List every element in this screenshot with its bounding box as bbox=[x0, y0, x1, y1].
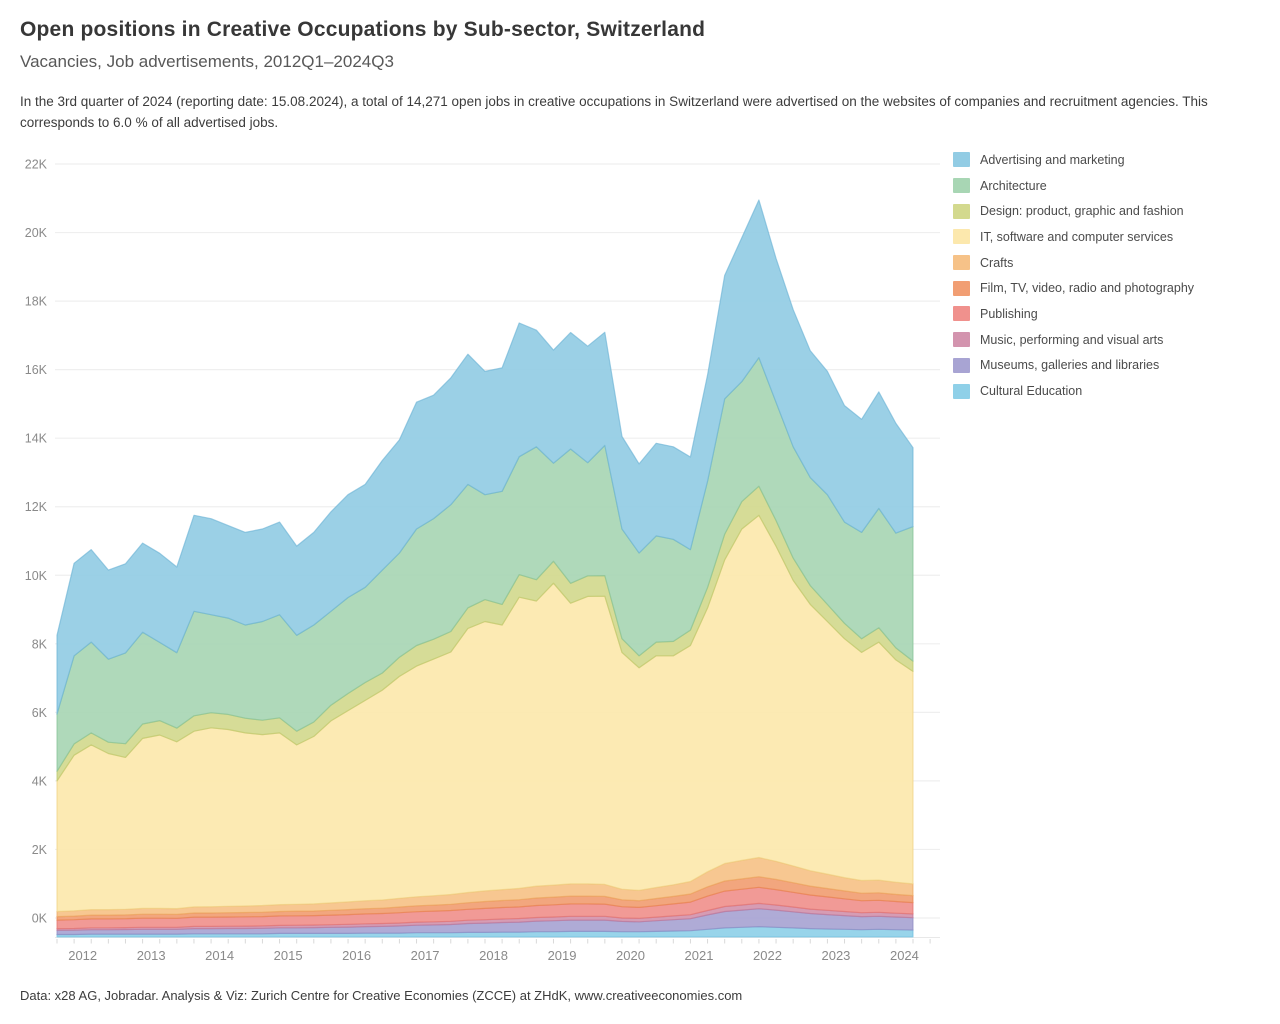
legend-label: Architecture bbox=[980, 178, 1047, 193]
y-axis-label: 12K bbox=[24, 500, 47, 515]
y-axis-label: 10K bbox=[24, 568, 47, 583]
x-axis-label: 2022 bbox=[753, 948, 782, 963]
legend-item-music-performing-and-visual-arts[interactable] bbox=[953, 327, 1273, 353]
legend-swatch-icon bbox=[953, 152, 970, 167]
legend-label: Design: product, graphic and fashion bbox=[980, 204, 1184, 219]
y-axis-label: 0K bbox=[31, 911, 47, 926]
y-axis-label: 16K bbox=[24, 363, 47, 378]
x-axis-label: 2012 bbox=[68, 948, 98, 963]
legend-swatch-icon bbox=[953, 358, 970, 373]
legend bbox=[953, 147, 1273, 404]
legend-swatch-icon bbox=[953, 255, 970, 270]
x-axis-label: 2014 bbox=[205, 948, 235, 963]
legend-swatch-icon bbox=[953, 178, 970, 193]
legend-swatch-icon bbox=[953, 384, 970, 399]
x-axis-label: 2018 bbox=[479, 948, 509, 963]
source-note: Data: x28 AG, Jobradar. Analysis & Viz: Zurich Centre for Creative Economies (ZCCE) at ZHdK, www.creativeeconomies.com bbox=[20, 988, 743, 1003]
legend-swatch-icon bbox=[953, 332, 970, 347]
x-axis-label: 2019 bbox=[547, 948, 577, 963]
legend-swatch-icon bbox=[953, 204, 970, 219]
legend-item-crafts[interactable] bbox=[953, 250, 1273, 276]
y-axis-label: 2K bbox=[31, 842, 47, 857]
legend-label: IT, software and computer services bbox=[980, 229, 1174, 244]
legend-label: Publishing bbox=[980, 306, 1038, 321]
y-axis-label: 20K bbox=[24, 226, 47, 241]
legend-item-museums-galleries-and-libraries[interactable] bbox=[953, 353, 1273, 379]
chart-description: In the 3rd quarter of 2024 (reporting date: 15.08.2024), a total of 14,271 open jobs in creative occupations in Switzerland were advertised on the websites of companies and recruitment agencies. This corresponds to 6.0 % of all advertised jobs. bbox=[20, 94, 1208, 130]
legend-item-film-tv-video-radio-and-photography[interactable] bbox=[953, 275, 1273, 301]
legend-swatch-icon bbox=[953, 306, 970, 321]
legend-item-advertising-and-marketing[interactable] bbox=[953, 147, 1273, 173]
page-subtitle: Vacancies, Job advertisements, 2012Q1–2024Q3 bbox=[20, 52, 394, 71]
y-axis-label: 4K bbox=[31, 774, 47, 789]
legend-label: Advertising and marketing bbox=[980, 152, 1125, 167]
x-axis-label: 2020 bbox=[616, 948, 645, 963]
legend-item-architecture[interactable] bbox=[953, 173, 1273, 199]
x-axis-label: 2024 bbox=[889, 948, 919, 963]
legend-label: Film, TV, video, radio and photography bbox=[980, 281, 1195, 296]
y-axis-label: 8K bbox=[31, 637, 47, 652]
x-axis-label: 2013 bbox=[136, 948, 166, 963]
y-axis-label: 22K bbox=[24, 157, 47, 172]
legend-label: Cultural Education bbox=[980, 384, 1083, 399]
legend-swatch-icon bbox=[953, 229, 970, 244]
x-axis-label: 2023 bbox=[821, 948, 851, 963]
x-axis-label: 2015 bbox=[273, 948, 303, 963]
legend-item-it-software-and-computer-services[interactable] bbox=[953, 224, 1273, 250]
y-axis-label: 14K bbox=[24, 431, 47, 446]
legend-item-design-product-graphic-and-fashion[interactable] bbox=[953, 198, 1273, 224]
page-title: Open positions in Creative Occupations by Sub-sector, Switzerland bbox=[20, 18, 706, 41]
x-axis-label: 2016 bbox=[342, 948, 372, 963]
legend-label: Crafts bbox=[980, 255, 1014, 270]
y-axis-label: 18K bbox=[24, 294, 47, 309]
legend-label: Music, performing and visual arts bbox=[980, 332, 1164, 347]
x-axis-label: 2017 bbox=[410, 948, 440, 963]
legend-item-cultural-education[interactable] bbox=[953, 378, 1273, 404]
x-axis-label: 2021 bbox=[684, 948, 714, 963]
legend-item-publishing[interactable] bbox=[953, 301, 1273, 327]
legend-label: Museums, galleries and libraries bbox=[980, 358, 1160, 373]
legend-swatch-icon bbox=[953, 281, 970, 296]
y-axis-label: 6K bbox=[31, 705, 47, 720]
